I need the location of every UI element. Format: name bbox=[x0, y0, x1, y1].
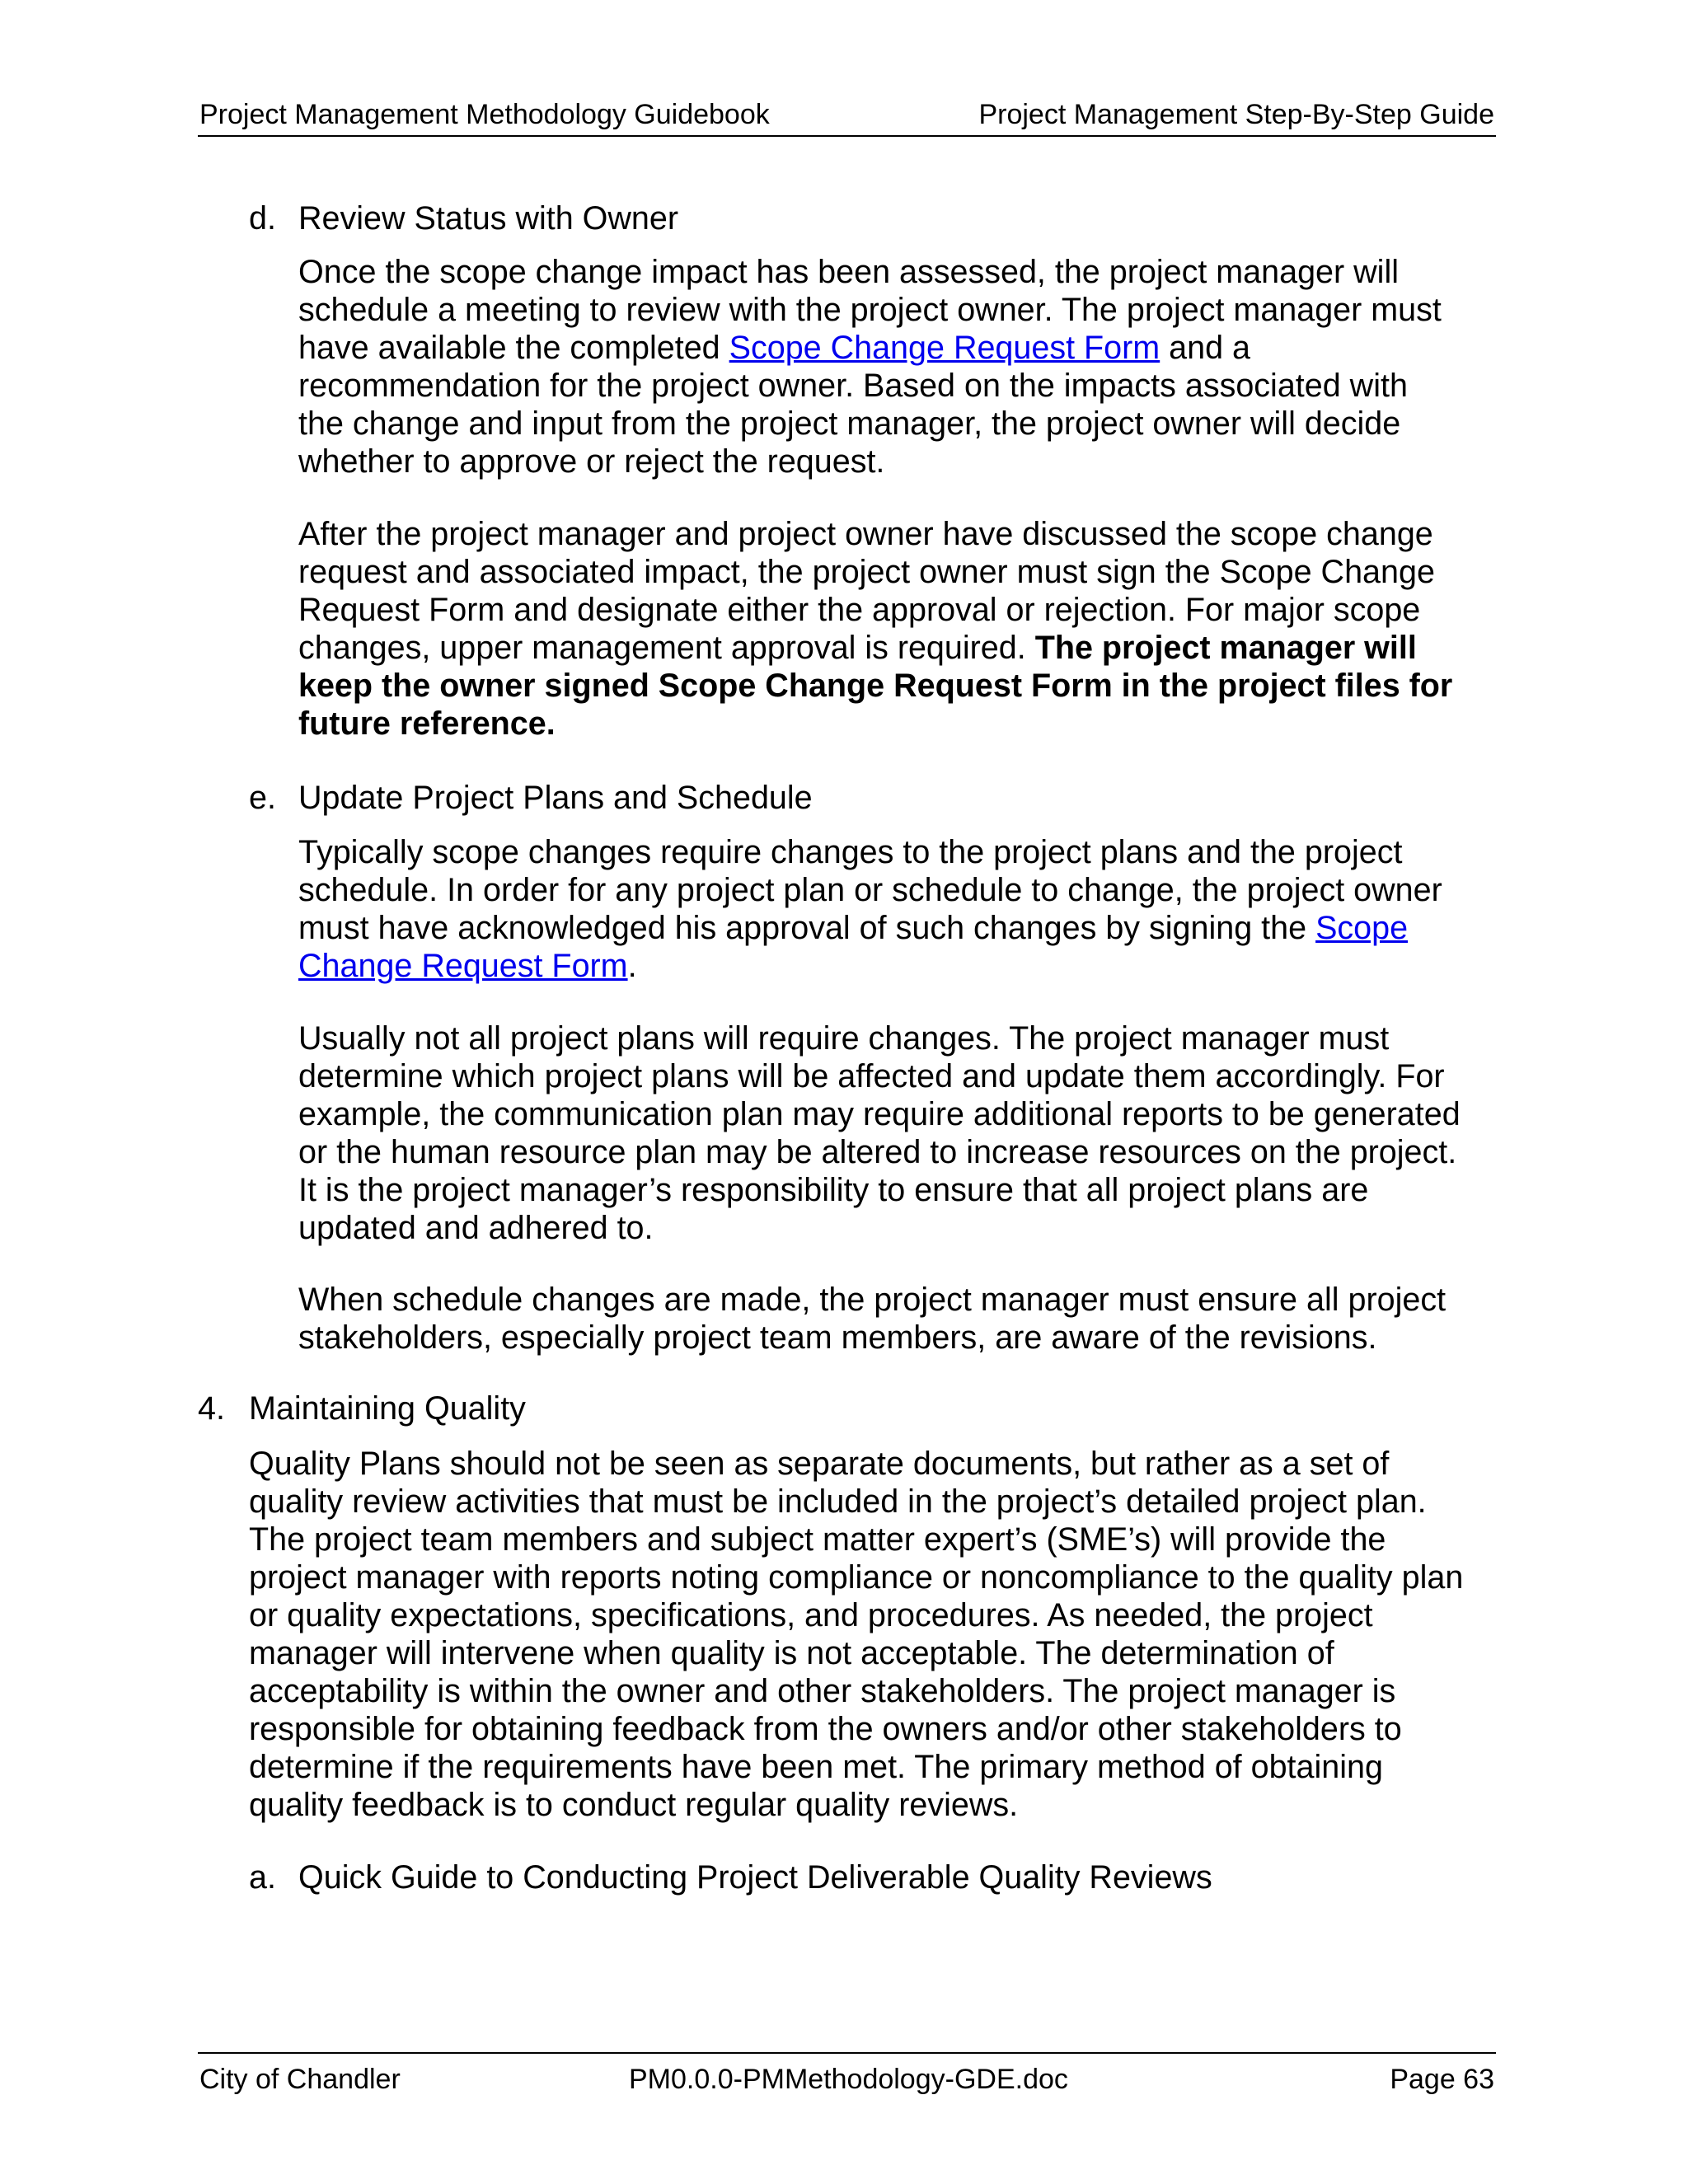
text-line: or quality expectations, specifications, and procedures. As needed, the project bbox=[249, 1597, 1373, 1633]
text-line: stakeholders, especially project team members, are aware of the revisions. bbox=[298, 1319, 1377, 1356]
section-e-paragraph-3 bbox=[298, 1281, 1502, 1357]
section-d-paragraph-2 bbox=[298, 515, 1502, 743]
section-e-title: Update Project Plans and Schedule bbox=[298, 780, 813, 816]
text-fragment: and a bbox=[1160, 330, 1251, 366]
section-e-marker: e. bbox=[249, 780, 276, 816]
text-line: schedule a meeting to review with the project owner. The project manager must bbox=[298, 292, 1442, 328]
section-d-title: Review Status with Owner bbox=[298, 200, 679, 237]
bold-text: The project manager will bbox=[1034, 630, 1417, 666]
scope-change-request-form-link[interactable]: Scope Change Request Form bbox=[729, 330, 1160, 366]
section-d-heading bbox=[249, 199, 991, 237]
text-fragment: changes, upper management approval is required. bbox=[298, 630, 1035, 666]
text-line: It is the project manager’s responsibility to ensure that all project plans are bbox=[298, 1172, 1369, 1208]
section-e-heading bbox=[249, 779, 991, 817]
section-d-marker: d. bbox=[249, 200, 276, 237]
section-4-title: Maintaining Quality bbox=[249, 1390, 526, 1427]
text-fragment: have available the completed bbox=[298, 330, 729, 366]
text-line bbox=[298, 629, 1502, 667]
text-line: When schedule changes are made, the project manager must ensure all project bbox=[298, 1282, 1447, 1318]
bold-text: future reference. bbox=[298, 705, 556, 742]
text-line: request and associated impact, the project owner must sign the Scope Change bbox=[298, 554, 1435, 590]
footer-organization: City of Chandler bbox=[199, 2064, 401, 2095]
text-line: The project team members and subject matter expert’s (SME’s) will provide the bbox=[249, 1521, 1386, 1558]
text-line bbox=[298, 329, 1502, 367]
text-line: whether to approve or reject the request. bbox=[298, 443, 885, 480]
text-line: Request Form and designate either the approval or rejection. For major scope bbox=[298, 592, 1421, 628]
text-line: quality feedback is to conduct regular quality reviews. bbox=[249, 1787, 1019, 1823]
text-line bbox=[298, 667, 1502, 705]
text-line: Quality Plans should not be seen as separate documents, but rather as a set of bbox=[249, 1446, 1390, 1482]
text-line: or the human resource plan may be altered to increase resources on the project. bbox=[298, 1134, 1457, 1170]
text-line: recommendation for the project owner. Based on the impacts associated with bbox=[298, 368, 1408, 404]
text-line: quality review activities that must be included in the project’s detailed project plan. bbox=[249, 1483, 1427, 1520]
text-line: manager will intervene when quality is not acceptable. The determination of bbox=[249, 1635, 1334, 1671]
text-line: the change and input from the project manager, the project owner will decide bbox=[298, 405, 1401, 442]
text-fragment: must have acknowledged his approval of such changes by signing the bbox=[298, 910, 1316, 946]
section-4-paragraph-1 bbox=[249, 1445, 1535, 1824]
text-line bbox=[298, 947, 1502, 985]
text-line: updated and adhered to. bbox=[298, 1210, 654, 1246]
text-line bbox=[298, 705, 1502, 743]
text-line: responsible for obtaining feedback from the owners and/or other stakeholders to bbox=[249, 1711, 1402, 1747]
section-a-title: Quick Guide to Conducting Project Deliverable Quality Reviews bbox=[298, 1859, 1212, 1896]
text-line: determine which project plans will be affected and update them accordingly. For bbox=[298, 1058, 1445, 1094]
text-line: project manager with reports noting compliance or noncompliance to the quality plan bbox=[249, 1559, 1464, 1596]
section-a-heading bbox=[249, 1858, 1320, 1896]
text-line: schedule. In order for any project plan or schedule to change, the project owner bbox=[298, 872, 1442, 908]
text-line bbox=[298, 909, 1502, 947]
text-line: acceptability is within the owner and other stakeholders. The project manager is bbox=[249, 1673, 1396, 1709]
scope-link-part-1[interactable]: Scope bbox=[1315, 910, 1409, 946]
header-right-title: Project Management Step-By-Step Guide bbox=[978, 99, 1494, 130]
scope-link-part-2[interactable]: Change Request Form bbox=[298, 948, 628, 984]
section-4-marker: 4. bbox=[198, 1390, 225, 1427]
section-e-paragraph-1 bbox=[298, 833, 1502, 985]
text-line: Once the scope change impact has been assessed, the project manager will bbox=[298, 254, 1399, 290]
bold-text: keep the owner signed Scope Change Request Form in the project files for bbox=[298, 668, 1453, 704]
footer-page-number: Page 63 bbox=[1390, 2064, 1494, 2095]
section-4-heading bbox=[198, 1390, 940, 1427]
text-line: determine if the requirements have been met. The primary method of obtaining bbox=[249, 1749, 1383, 1785]
section-e-paragraph-2 bbox=[298, 1019, 1502, 1247]
text-line: After the project manager and project owner have discussed the scope change bbox=[298, 516, 1433, 552]
header-left-title: Project Management Methodology Guidebook bbox=[199, 99, 770, 130]
text-line: example, the communication plan may require additional reports to be generated bbox=[298, 1096, 1461, 1132]
text-fragment: . bbox=[627, 948, 637, 984]
section-d-paragraph-1 bbox=[298, 253, 1502, 480]
section-a-marker: a. bbox=[249, 1859, 276, 1896]
footer-document-name: PM0.0.0-PMMethodology-GDE.doc bbox=[629, 2064, 1068, 2095]
page-footer bbox=[198, 2052, 1496, 2095]
text-line: Typically scope changes require changes to the project plans and the project bbox=[298, 834, 1403, 870]
page-header bbox=[198, 97, 1496, 137]
text-line: Usually not all project plans will require changes. The project manager must bbox=[298, 1020, 1390, 1057]
